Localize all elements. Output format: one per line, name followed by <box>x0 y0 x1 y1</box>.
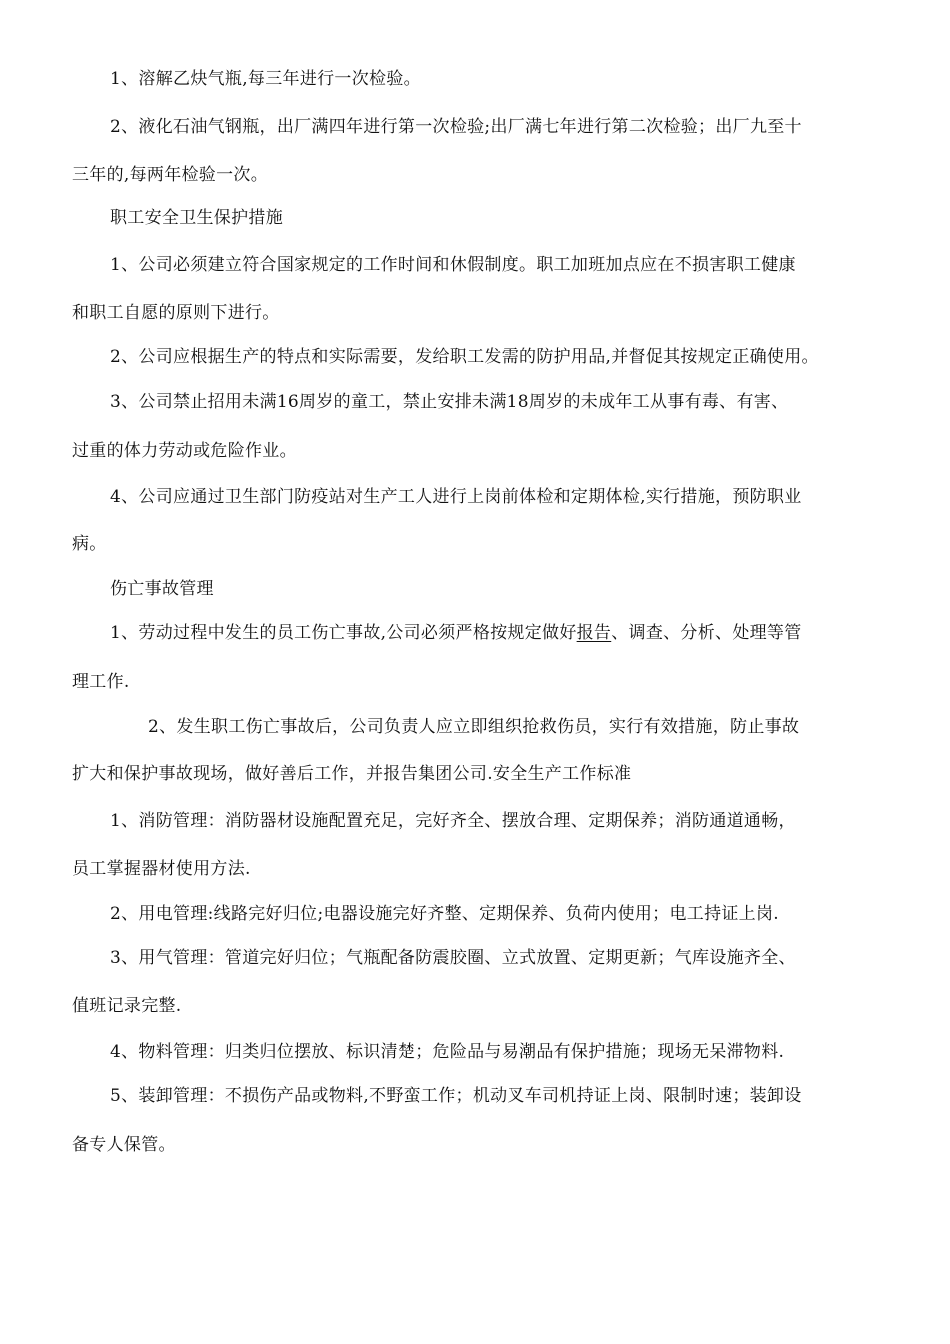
text-line <box>110 622 802 644</box>
text-line: 值班记录完整. <box>72 996 182 1016</box>
section-heading: 职工安全卫生保护措施 <box>110 208 283 228</box>
text-segment: 1、劳动过程中发生的员工伤亡事故,公司必须严格按规定做好 <box>110 623 577 643</box>
text-line: 员工掌握器材使用方法. <box>72 859 251 879</box>
text-line: 2、发生职工伤亡事故后，公司负责人应立即组织抢救伤员，实行有效措施，防止事故 <box>148 717 800 737</box>
text-line: 理工作. <box>72 672 130 692</box>
text-line: 4、公司应通过卫生部门防疫站对生产工人进行上岗前体检和定期体检,实行措施，预防职业 <box>110 487 802 507</box>
text-segment: 、调查、分析、处理等管 <box>611 623 802 643</box>
text-line: 和职工自愿的原则下进行。 <box>72 303 280 323</box>
text-line: 2、液化石油气钢瓶，出厂满四年进行第一次检验;出厂满七年进行第二次检验；出厂九至十 <box>110 117 802 137</box>
report-link[interactable]: 报告 <box>576 623 612 643</box>
text-line: 2、公司应根据生产的特点和实际需要，发给职工发需的防护用品,并督促其按规定正确使用。 <box>110 347 819 367</box>
text-line: 1、公司必须建立符合国家规定的工作时间和休假制度。职工加班加点应在不损害职工健康 <box>110 255 796 275</box>
text-line: 三年的,每两年检验一次。 <box>72 165 269 185</box>
text-line: 2、用电管理:线路完好归位;电器设施完好齐整、定期保养、负荷内使用；电工持证上岗. <box>110 904 779 924</box>
text-line: 1、溶解乙炔气瓶,每三年进行一次检验。 <box>110 69 421 89</box>
text-line: 1、消防管理：消防器材设施配置充足，完好齐全、摆放合理、定期保养；消防通道通畅， <box>110 811 796 831</box>
text-line: 扩大和保护事故现场，做好善后工作，并报告集团公司.安全生产工作标准 <box>72 764 632 784</box>
text-line: 3、公司禁止招用未满16周岁的童工，禁止安排未满18周岁的未成年工从事有毒、有害、 <box>110 392 789 412</box>
text-line: 4、物料管理：归类归位摆放、标识清楚；危险品与易潮品有保护措施；现场无呆滞物料. <box>110 1042 785 1062</box>
text-line: 5、装卸管理：不损伤产品或物料,不野蛮工作；机动叉车司机持证上岗、限制时速；装卸设 <box>110 1086 802 1106</box>
text-line: 病。 <box>72 534 107 554</box>
text-line: 3、用气管理：管道完好归位；气瓶配备防震胶圈、立式放置、定期更新；气库设施齐全、 <box>110 948 796 968</box>
section-heading: 伤亡事故管理 <box>110 579 214 599</box>
text-line: 过重的体力劳动或危险作业。 <box>72 441 297 461</box>
text-line: 备专人保管。 <box>72 1135 176 1155</box>
